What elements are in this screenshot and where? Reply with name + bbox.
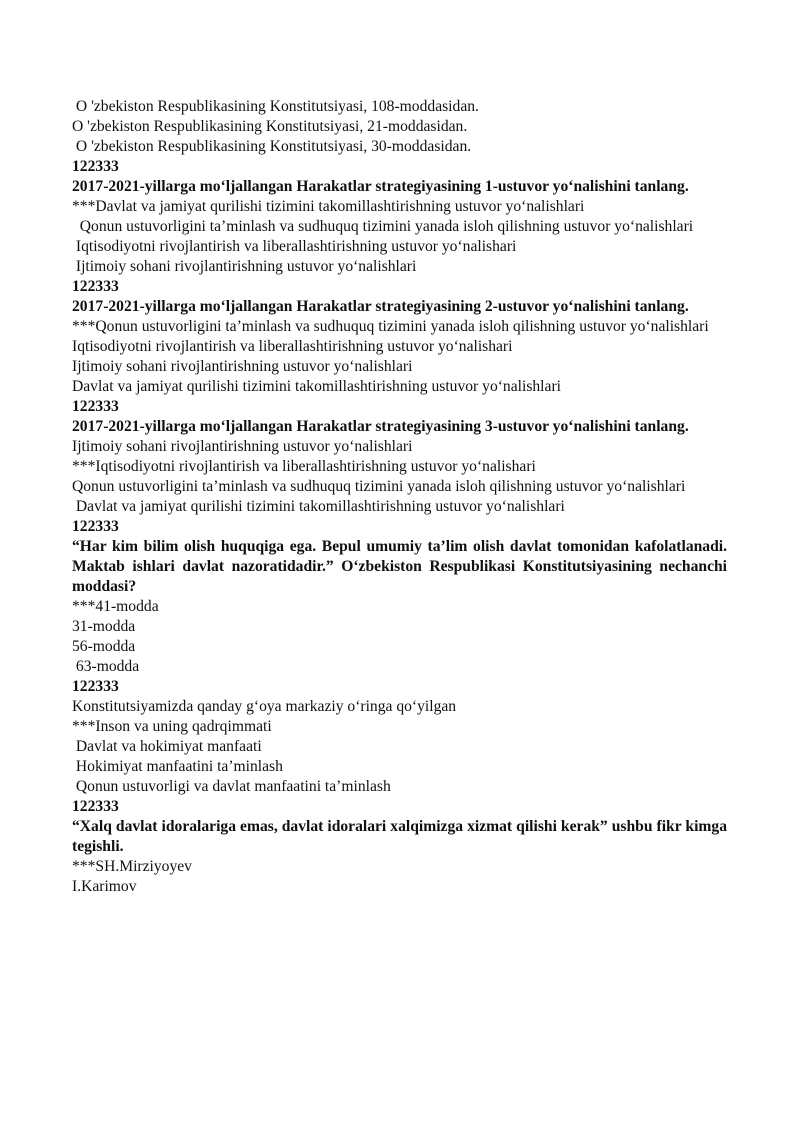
question-separator: 122333 <box>72 678 119 695</box>
question-text: 2017-2021-yillarga moʻljallangan Harakatlar strategiyasining 1-ustuvor yoʻnalishini tanlang. <box>72 178 689 195</box>
answer-option: O 'zbekiston Respublikasining Konstitutsiyasi, 108-moddasidan. <box>72 98 479 115</box>
answer-option: O 'zbekiston Respublikasining Konstitutsiyasi, 30-moddasidan. <box>72 138 472 155</box>
answer-option: 63-modda <box>72 658 140 675</box>
answer-option: 31-modda <box>72 618 136 635</box>
question-separator: 122333 <box>72 158 119 175</box>
correct-answer: ***Iqtisodiyotni rivojlantirish va liberallashtirishning ustuvor yoʻnalishari <box>72 458 536 475</box>
answer-option: Davlat va jamiyat qurilishi tizimini takomillashtirishning ustuvor yoʻnalishlari <box>72 498 565 515</box>
correct-answer: ***41-modda <box>72 598 159 615</box>
answer-option: Konstitutsiyamizda qanday gʻoya markaziy oʻringa qoʻyilgan <box>72 698 457 715</box>
answer-option: Qonun ustuvorligini taʼminlash va sudhuquq tizimini yanada isloh qilishning ustuvor yoʻnalishlari <box>72 478 686 495</box>
question-text: “Xalq davlat idoralariga emas, davlat idoralari xalqimizga xizmat qilishi kerak” ushbu fikr kimga tegishli. <box>72 818 731 855</box>
answer-option: I.Karimov <box>72 878 137 895</box>
document-page <box>72 97 731 897</box>
question-separator: 122333 <box>72 518 119 535</box>
answer-option: Hokimiyat manfaatini taʼminlash <box>72 758 283 775</box>
answer-option: Davlat va hokimiyat manfaati <box>72 738 262 755</box>
question-separator: 122333 <box>72 398 119 415</box>
question-text: 2017-2021-yillarga moʻljallangan Harakatlar strategiyasining 2-ustuvor yoʻnalishini tanlang. <box>72 298 689 315</box>
question-separator: 122333 <box>72 278 119 295</box>
answer-option: Ijtimoiy sohani rivojlantirishning ustuvor yoʻnalishlari <box>72 258 417 275</box>
answer-option: Iqtisodiyotni rivojlantirish va liberallashtirishning ustuvor yoʻnalishari <box>72 338 513 355</box>
question-text: “Har kim bilim olish huquqiga ega. Bepul umumiy taʼlim olish davlat tomonidan kafolatlanadi. Maktab ishlari davlat nazoratidadir.” Oʻzbekiston Respublikasi Konstitutsiyasining nechanchi moddasi? <box>72 538 731 595</box>
document-body <box>72 97 731 897</box>
question-separator: 122333 <box>72 798 119 815</box>
correct-answer: ***Inson va uning qadrqimmati <box>72 718 272 735</box>
answer-option: O 'zbekiston Respublikasining Konstitutsiyasi, 21-moddasidan. <box>72 118 468 135</box>
correct-answer: ***SH.Mirziyoyev <box>72 858 192 875</box>
answer-option: Ijtimoiy sohani rivojlantirishning ustuvor yoʻnalishlari <box>72 438 413 455</box>
answer-option: Qonun ustuvorligini taʼminlash va sudhuquq tizimini yanada isloh qilishning ustuvor yoʻnalishlari <box>72 218 694 235</box>
answer-option: Ijtimoiy sohani rivojlantirishning ustuvor yoʻnalishlari <box>72 358 413 375</box>
answer-option: Qonun ustuvorligi va davlat manfaatini taʼminlash <box>72 778 391 795</box>
answer-option: 56-modda <box>72 638 136 655</box>
correct-answer: ***Qonun ustuvorligini taʼminlash va sudhuquq tizimini yanada isloh qilishning ustuvor yoʻnalishlari <box>72 318 709 335</box>
question-text: 2017-2021-yillarga moʻljallangan Harakatlar strategiyasining 3-ustuvor yoʻnalishini tanlang. <box>72 418 689 435</box>
correct-answer: ***Davlat va jamiyat qurilishi tizimini takomillashtirishning ustuvor yoʻnalishlari <box>72 198 585 215</box>
answer-option: Iqtisodiyotni rivojlantirish va liberallashtirishning ustuvor yoʻnalishari <box>72 238 517 255</box>
answer-option: Davlat va jamiyat qurilishi tizimini takomillashtirishning ustuvor yoʻnalishlari <box>72 378 561 395</box>
